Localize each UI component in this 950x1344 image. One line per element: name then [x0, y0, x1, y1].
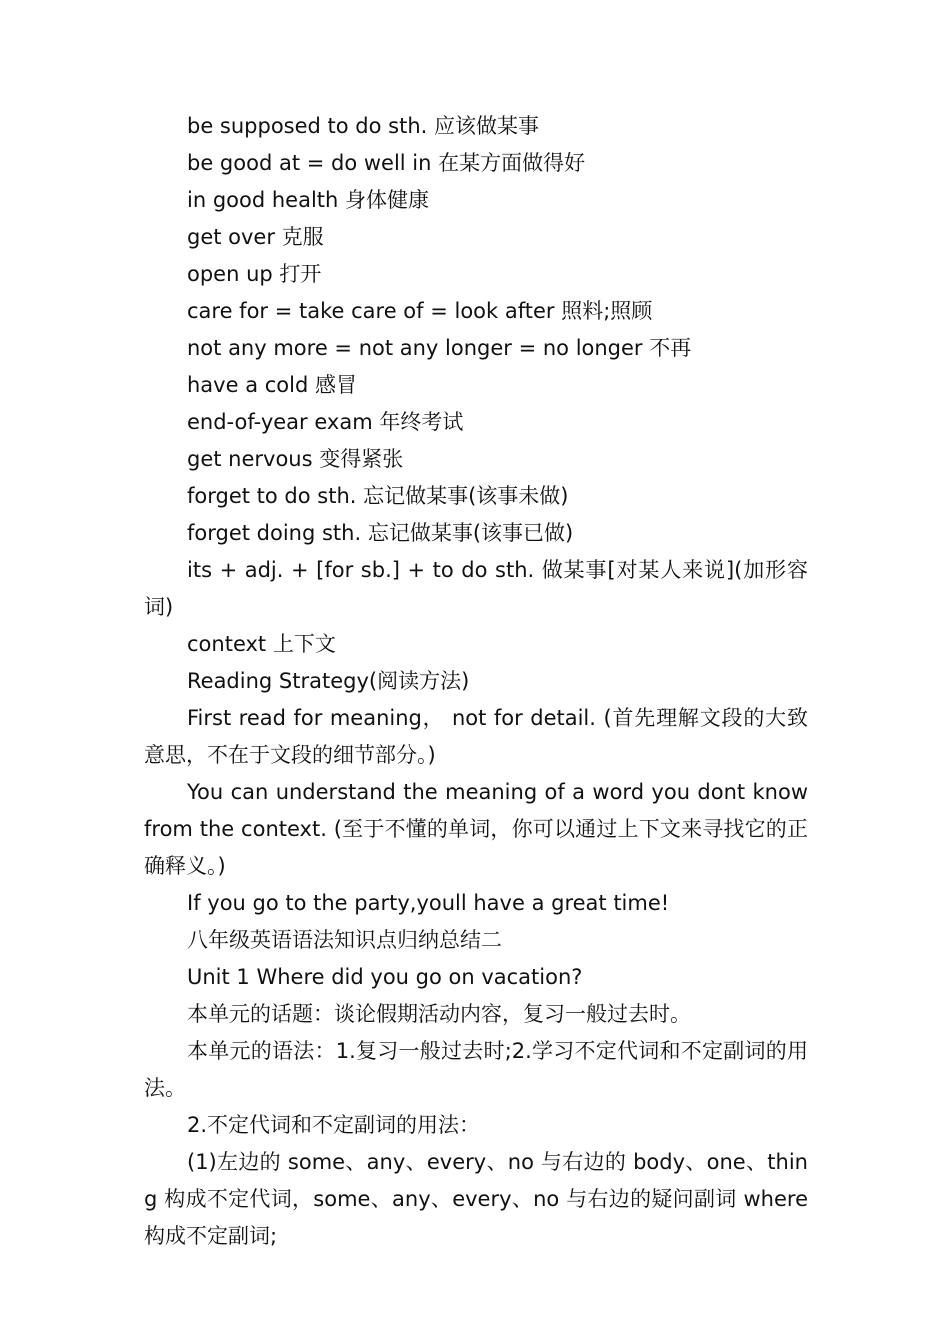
paragraph-16: First read for meaning， not for detail. (首先理解文段的大致意思，不在于文段的细节部分。) [144, 706, 808, 767]
paragraph-12: forget doing sth. 忘记做某事(该事已做) [187, 521, 574, 545]
paragraph-18: If you go to the party,youll have a great time! [187, 891, 670, 915]
paragraph-8: have a cold 感冒 [187, 373, 357, 397]
paragraph-14: context 上下文 [187, 632, 336, 656]
paragraph-1: be supposed to do sth. 应该做某事 [187, 114, 539, 138]
paragraph-5: open up 打开 [187, 262, 322, 286]
paragraph-15: Reading Strategy(阅读方法) [187, 669, 470, 693]
paragraph-10: get nervous 变得紧张 [187, 447, 404, 471]
paragraph-9: end-of-year exam 年终考试 [187, 410, 464, 434]
paragraph-13: its + adj. + [for sb.] + to do sth. 做某事[对某人来说](加形容词) [144, 558, 808, 619]
paragraph-22: 本单元的语法：1.复习一般过去时;2.学习不定代词和不定副词的用法。 [144, 1039, 808, 1100]
paragraph-24: (1)左边的 some、any、every、no 与右边的 body、one、thing 构成不定代词，some、any、every、no 与右边的疑问副词 where 构成不定副词; [144, 1150, 808, 1248]
paragraph-11: forget to do sth. 忘记做某事(该事未做) [187, 484, 569, 508]
paragraph-4: get over 克服 [187, 225, 324, 249]
paragraph-2: be good at = do well in 在某方面做得好 [187, 151, 586, 175]
paragraph-17: You can understand the meaning of a word you dont know from the context. (至于不懂的单词，你可以通过上下文来寻找它的正确释义。) [144, 780, 808, 878]
paragraph-6: care for = take care of = look after 照料;照顾 [187, 299, 653, 323]
paragraph-21: 本单元的话题：谈论假期活动内容，复习一般过去时。 [187, 1002, 691, 1026]
unit-heading: Unit 1 Where did you go on vacation? [187, 965, 583, 989]
document-body [144, 108, 808, 1255]
paragraph-3: in good health 身体健康 [187, 188, 430, 212]
paragraph-23: 2.不定代词和不定副词的用法： [187, 1113, 481, 1137]
paragraph-7: not any more = not any longer = no longer 不再 [187, 336, 692, 360]
section-title: 八年级英语语法知识点归纳总结二 [187, 928, 502, 952]
